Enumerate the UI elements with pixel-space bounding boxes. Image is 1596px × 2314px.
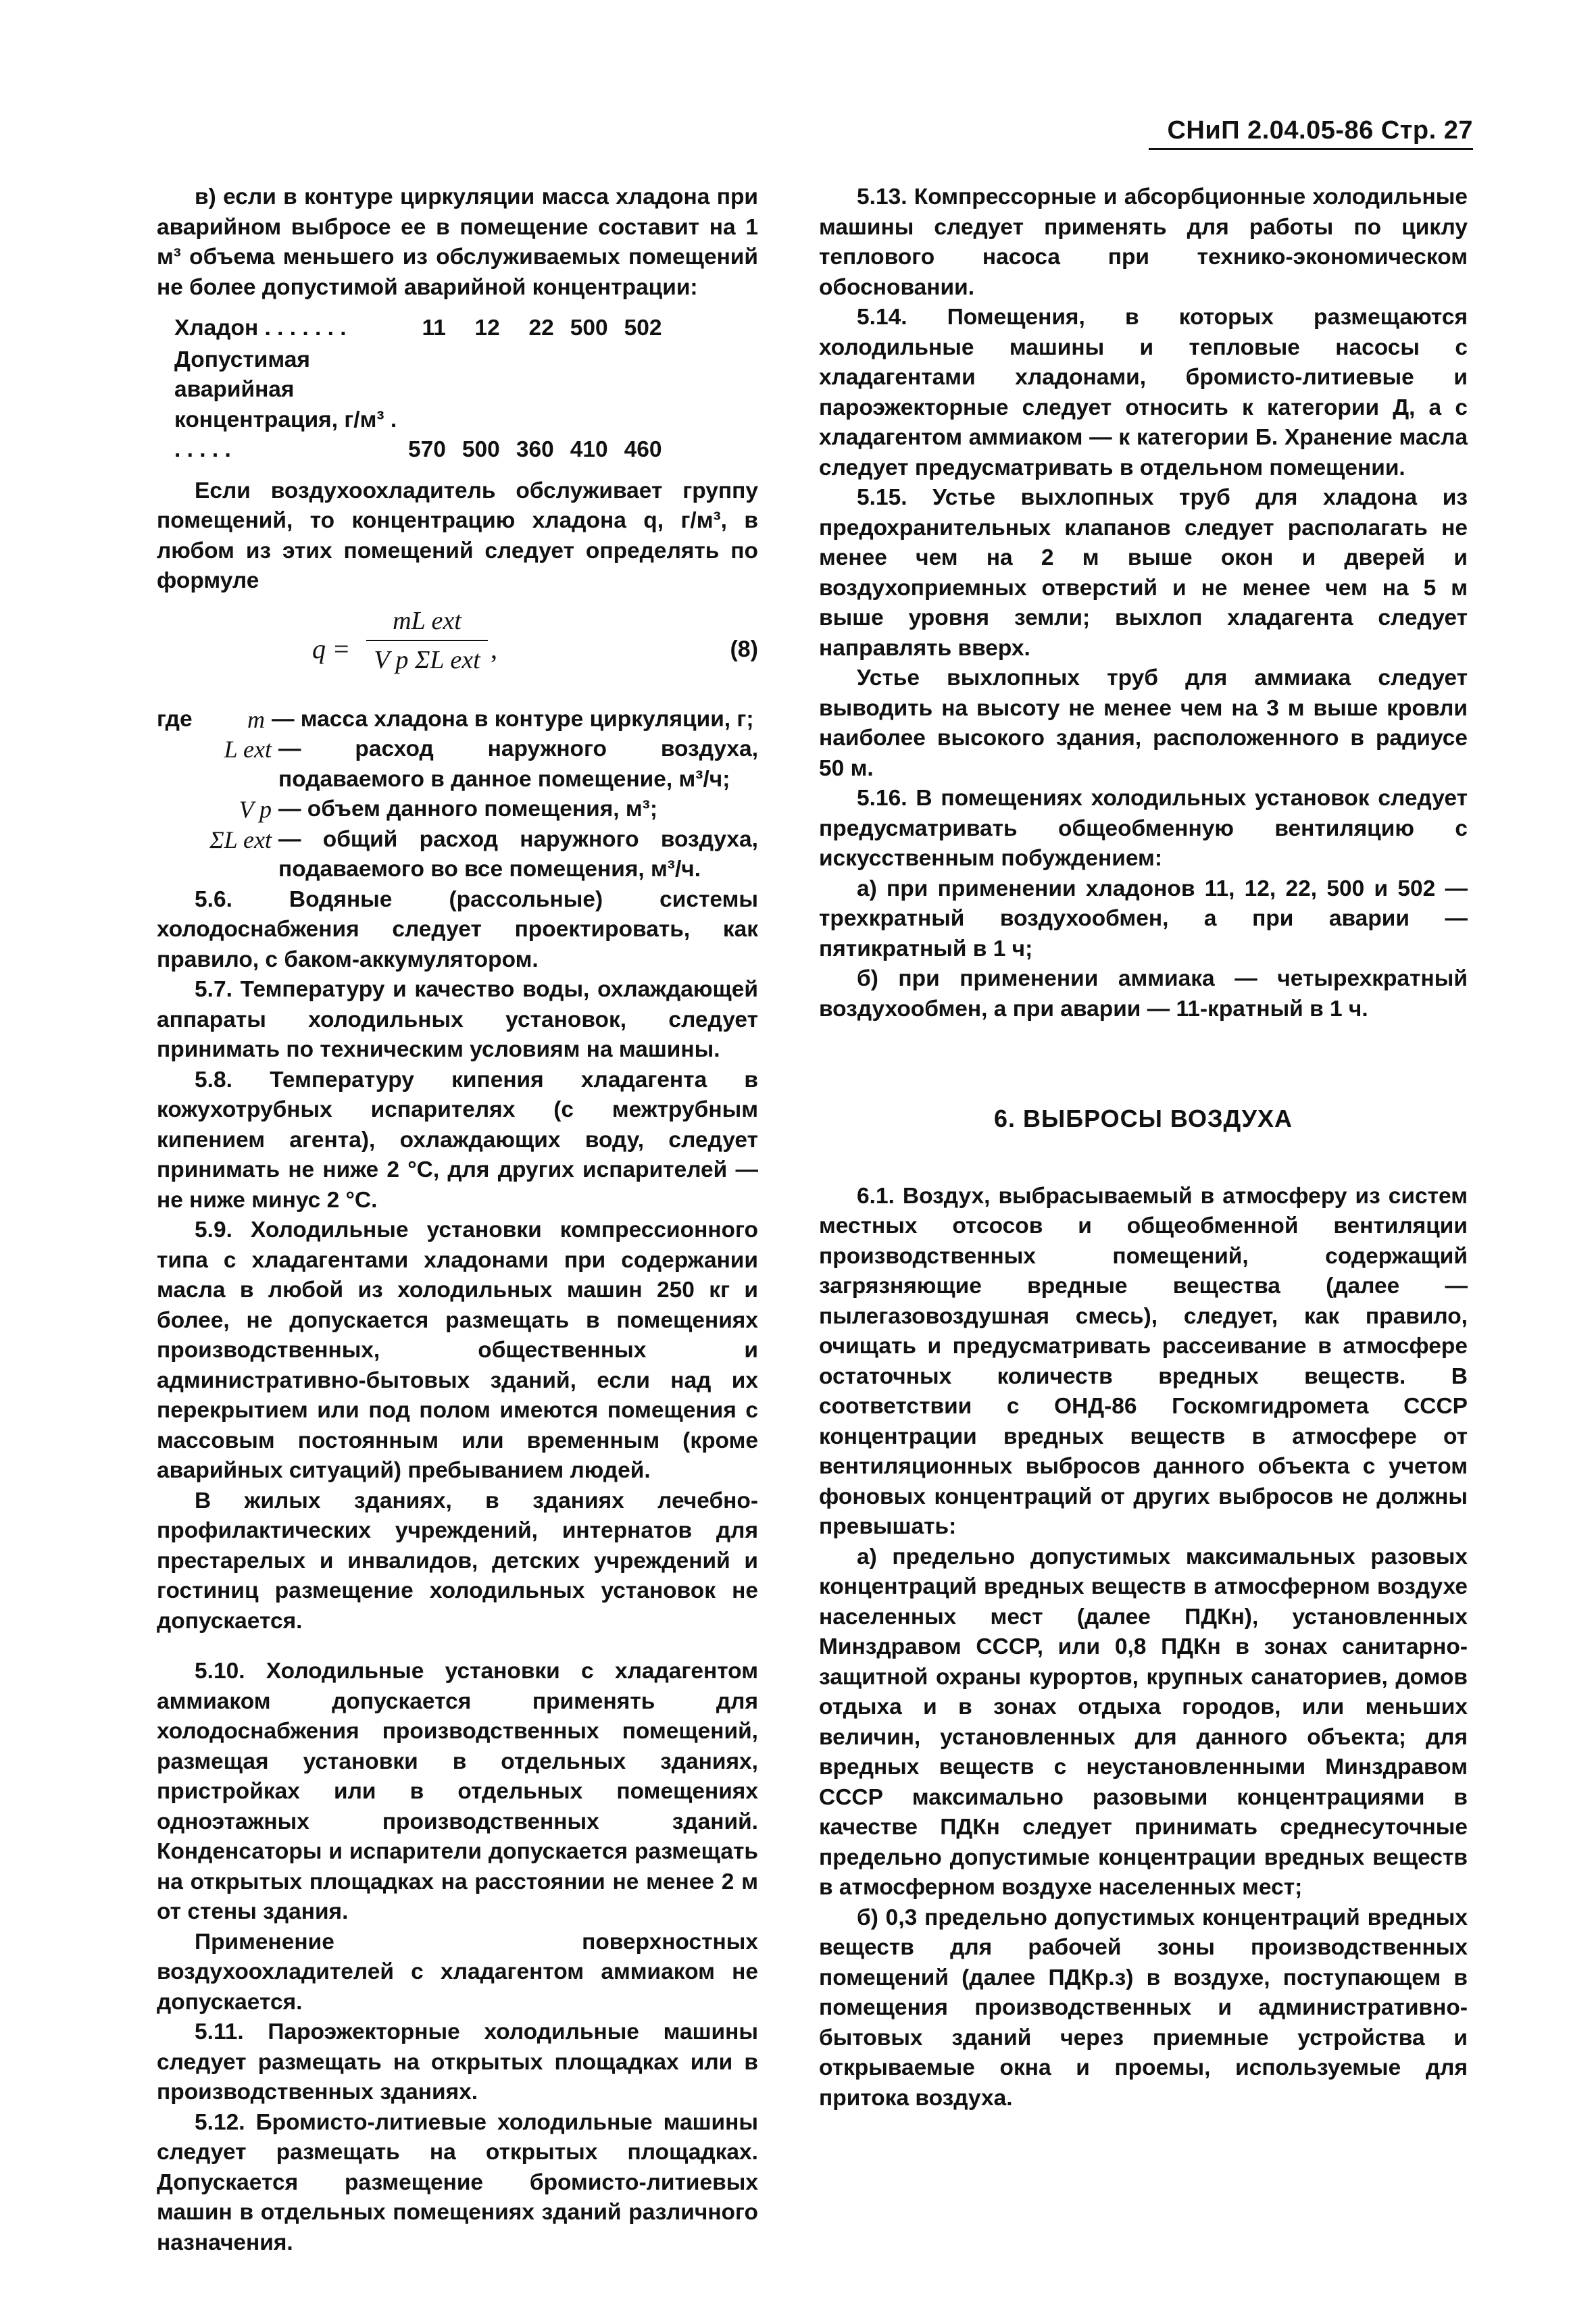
- where-row: [157, 705, 758, 735]
- paragraph-5-9: 5.9. Холодильные установки компрессионного типа с хладагентами хладонами при содержании масла в любой из холодильных машин 250 кг и более, не допускается размещать в помещениях производственных, общественных и административно-бытовых зданий, если над их перекрытием или под полом имеются помещения с массовым постоянным или временным (кроме аварийных ситуаций) пребыванием людей.: [157, 1217, 758, 1483]
- table-cell: 410: [570, 437, 608, 462]
- section-title: 6. ВЫБРОСЫ ВОЗДУХА: [993, 1105, 1293, 1132]
- paragraph-5-13: 5.13. Компрессорные и абсорбционные холодильные машины следует применять для работы по циклу теплового насоса при технико-экономическом обосновании.: [819, 184, 1468, 300]
- formula-numerator: mL ext: [393, 606, 462, 635]
- where-description: — масса хладона в контуре циркуляции, г;: [272, 706, 754, 732]
- where-description: — общий расход наружного воздуха, подаваемого во все помещения, м³/ч.: [278, 826, 758, 882]
- table-cell: 570: [408, 437, 446, 462]
- where-intro: где: [157, 706, 193, 732]
- paragraph-5-16b: б) при применении аммиака — четырехкратный воздухообмен, а при аварии — 11-кратный в 1 ч.: [819, 966, 1468, 1022]
- paragraph-5-9b: В жилых зданиях, в зданиях лечебно-профилактических учреждений, интернатов для престарелых и инвалидов, детских учреждений и гостиниц размещение холодильных установок не допускается.: [157, 1488, 758, 1634]
- formula-lhs: q: [312, 633, 326, 664]
- where-symbol: V p: [239, 796, 272, 823]
- paragraph-5-10: 5.10. Холодильные установки с хладагентом аммиаком допускается применять для холодоснабжения производственных помещений, размещая установки в отдельных зданиях, пристройках или в отдельных помещениях одноэтажных производственных зданий. Конденсаторы и испарители допускается размещать на открытых площадках на расстоянии не менее 2 м от стены здания.: [157, 1659, 758, 1924]
- table-cell: 11: [422, 316, 446, 341]
- formula-8: [157, 603, 758, 698]
- formula-comma: ,: [491, 633, 497, 664]
- where-symbol: m: [247, 705, 265, 733]
- table-cell: 360: [516, 437, 554, 462]
- table-row: [174, 313, 677, 344]
- formula-equals: =: [334, 633, 349, 664]
- where-row: [157, 825, 758, 885]
- left-column: [157, 182, 758, 2258]
- formula-fraction: [366, 606, 488, 676]
- table-cell: 12: [474, 316, 500, 341]
- table-cell: 500: [570, 316, 608, 341]
- table-cell: 22: [528, 316, 554, 341]
- paragraph-6-1b: б) 0,3 предельно допустимых концентраций вредных веществ для рабочей зоны производственных помещений (далее ПДКр.з) в воздухе, поступающем в помещения производственных и административно-бытовых зданий через приемные устройства и открываемые окна и проемы, используемые для притока воздуха.: [819, 1905, 1468, 2111]
- paragraph-5-7: 5.7. Температуру и качество воды, охлаждающей аппараты холодильных установок, следует принимать по техническим условиям на машины.: [157, 977, 758, 1062]
- formula-denominator: V p ΣL ext: [374, 646, 480, 674]
- paragraph-5-8: 5.8. Температуру кипения хладагента в кожухотрубных испарителях (с межтрубным кипением агента), охлаждающих воду, следует принимать не ниже 2 °С, для других испарителей — не ниже минус 2 °С.: [157, 1067, 758, 1213]
- fraction-bar: [366, 640, 488, 641]
- paragraph-v: в) если в контуре циркуляции масса хладона при аварийном выбросе ее в помещение составит на 1 м³ объема меньшего из обслуживаемых помещений не более допустимой аварийной концентрации:: [157, 184, 758, 300]
- paragraph-6-1: 6.1. Воздух, выбрасываемый в атмосферу из систем местных отсосов и общеобменной вентиляции производственных помещений, содержащий загрязняющие вредные вещества (далее — пылегазовоздушная смесь), следует, как правило, очищать и предусматривать рассеивание в атмосфере остаточных количеств вредных веществ. В соответствии с ОНД-86 Госкомгидромета СССР концентрации вредных веществ в атмосфере от вентиляционных выбросов данного объекта с учетом фоновых концентраций от других выбросов не должны превышать:: [819, 1183, 1468, 1539]
- paragraph-5-12: 5.12. Бромисто-литиевые холодильные машины следует размещать на открытых площадках. Допускается размещение бромисто-литиевых машин в отдельных помещениях зданий различного назначения.: [157, 2109, 758, 2255]
- table-row-label: Хладон . . . . . . .: [174, 316, 347, 341]
- table-cell: 502: [624, 316, 662, 341]
- paragraph-5-15: 5.15. Устье выхлопных труб для хладона из предохранительных клапанов следует располагать не менее чем на 2 м выше окон и дверей и воздухоприемных отверстий и не менее чем на 5 м выше уровня земли; выхлоп хладагента следует направлять вверх.: [819, 485, 1468, 661]
- where-block: [157, 705, 758, 885]
- table-cell: 460: [624, 437, 662, 462]
- paragraph-5-15b: Устье выхлопных труб для аммиака следует выводить на высоту не менее чем на 3 м выше кровли наиболее высокого здания, расположенного в радиусе 50 м.: [819, 665, 1468, 781]
- page-header: СНиП 2.04.05-86 Стр. 27: [1149, 116, 1473, 150]
- table-row-label: Допустимая аварийная концентрация, г/м³ . . . . . .: [174, 347, 397, 462]
- table-row: [174, 345, 677, 466]
- table-cell: 500: [462, 437, 500, 462]
- paragraph-group: Если воздухоохладитель обслуживает группу помещений, то концентрацию хладона q, г/м³, в любом из этих помещений следует определять по формуле: [157, 478, 758, 593]
- where-description: — объем данного помещения, м³;: [278, 797, 657, 822]
- paragraph-5-14: 5.14. Помещения, в которых размещаются холодильные машины и тепловые насосы с хладагентами хладонами, бромисто-литиевые и пароэжекторные следует относить к категории Д, а с хладагентом аммиаком — к категории Б. Хранение масла следует предусматривать в отдельном помещении.: [819, 305, 1468, 480]
- paragraph-5-10b: Применение поверхностных воздухоохладителей с хладагентом аммиаком не допускается.: [157, 1929, 758, 2015]
- where-symbol: ΣL ext: [209, 826, 272, 853]
- paragraph-5-16a: а) при применении хладонов 11, 12, 22, 500 и 502 — трехкратный воздухообмен, а при аварии — пятикратный в 1 ч;: [819, 876, 1468, 961]
- paragraph-6-1a: а) предельно допустимых максимальных разовых концентраций вредных веществ в атмосферном воздухе населенных мест (далее ПДКн), установленных Минздравом СССР, или 0,8 ПДКн в зонах санитарно-защитной охраны курортов, крупных санаториев, домов отдыха и в зонах отдыха городов, или меньших величин, установленных для данного объекта; для вредных веществ с неустановленными Минздравом СССР максимально разовыми концентрациями в качестве ПДКн следует принимать среднесуточные предельно допустимые концентрации вредных веществ в атмосферном воздухе населенных мест;: [819, 1544, 1468, 1900]
- formula-number: (8): [730, 636, 758, 662]
- paragraph-5-6: 5.6. Водяные (рассольные) системы холодоснабжения следует проектировать, как правило, с баком-аккумулятором.: [157, 886, 758, 972]
- where-description: — расход наружного воздуха, подаваемого в данное помещение, м³/ч;: [278, 736, 758, 792]
- paragraph-5-11: 5.11. Пароэжекторные холодильные машины следует размещать на открытых площадках или в производственных зданиях.: [157, 2019, 758, 2105]
- where-row: [157, 734, 758, 795]
- where-symbol: L ext: [224, 736, 272, 763]
- where-row: [157, 795, 758, 825]
- refrigerant-table: [173, 312, 678, 467]
- paragraph-5-16: 5.16. В помещениях холодильных установок следует предусматривать общеобменную вентиляцию с искусственным побуждением:: [819, 786, 1468, 871]
- right-column: [819, 182, 1468, 2113]
